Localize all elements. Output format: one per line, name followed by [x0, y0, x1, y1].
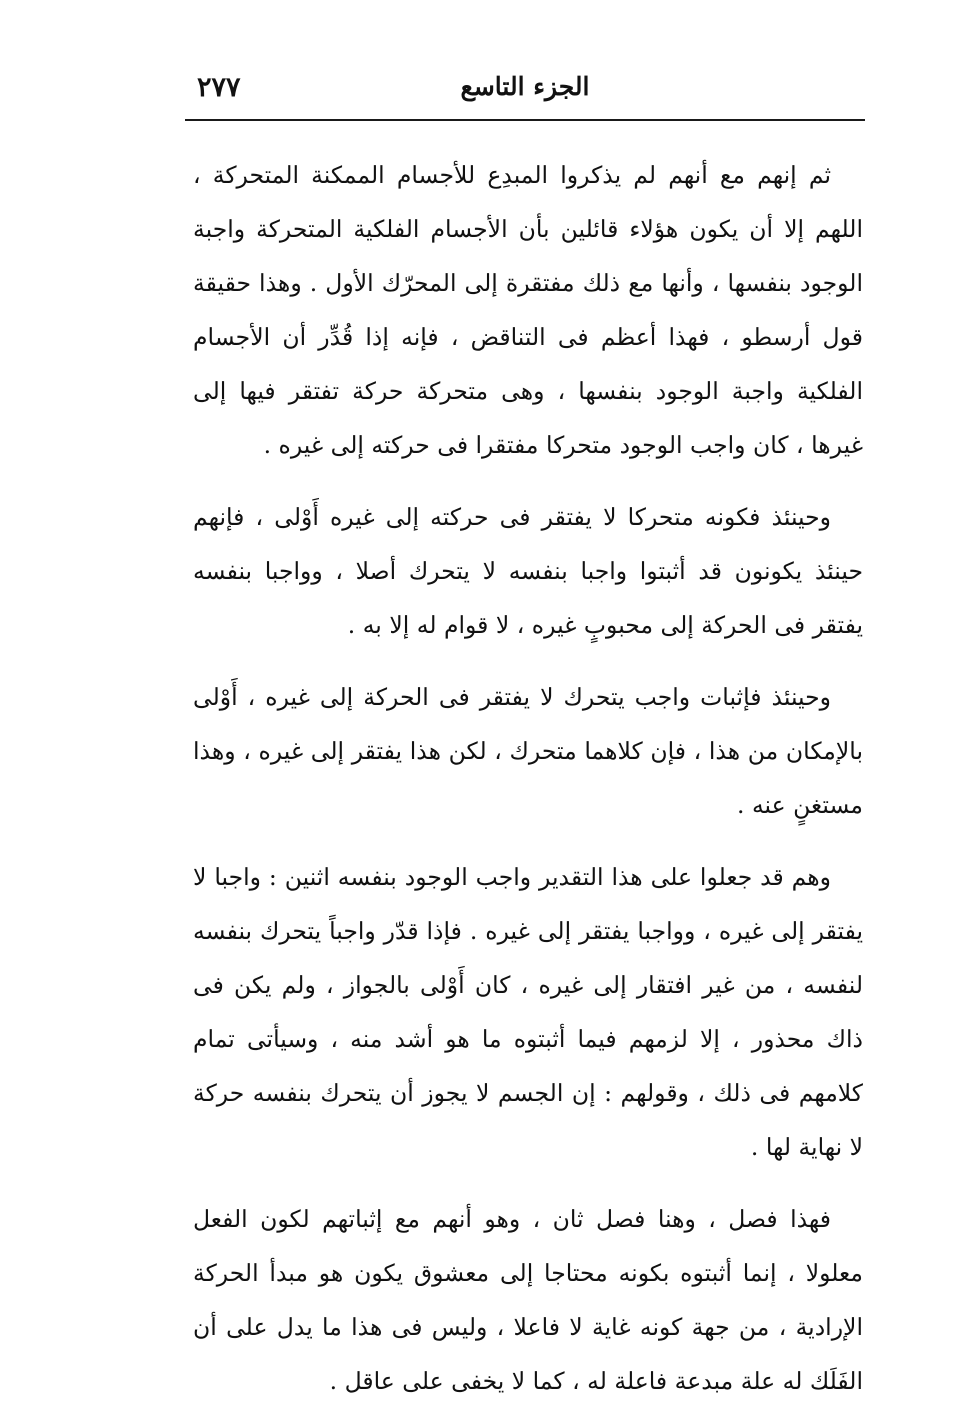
page-header — [185, 58, 865, 118]
page-number: ٢٧٧ — [197, 72, 241, 103]
running-title: الجزء التاسع — [460, 72, 590, 101]
paragraph: فهذا فصل ، وهنا فصل ثان ، وهو أنهم مع إثباتهم لكون الفعل معلولا ، إنما أثبتوه بكونه محتاجا إلى معشوق يكون هو مبدأ الحركة الإرادية ، من جهة كونه غاية لا فاعلا ، وليس فى هذا ما يدل على أن الفَلَك له علة مبدعة فاعلة له ، كما لا يخفى على عاقل . — [193, 1205, 863, 1395]
paragraph: وهم قد جعلوا على هذا التقدير واجب الوجود بنفسه اثنين : واجبا لا يفتقر إلى غيره ، وواجبا يفتقر إلى غيره . فإذا قدّر واجباً يتحرك بنفسه لنفسه ، من غير افتقار إلى غيره ، كان أَوْلى بالجواز ، ولم يكن فى ذاك محذور ، إلا لزمهم فيما أثبتوه ما هو أشد منه ، وسيأتى تمام كلامهم فى ذلك ، وقولهم : إن الجسم لا يجوز أن يتحرك بنفسه حركة لا نهاية لها . — [193, 863, 863, 1161]
paragraph: ثم إنهم مع أنهم لم يذكروا المبدِع للأجسام الممكنة المتحركة ، اللهم إلا أن يكون هؤلاء قائلين بأن الأجسام الفلكية المتحركة واجبة الوجود بنفسها ، وأنها مع ذلك مفتقرة إلى المحرّك الأول . وهذا حقيقة قول أرسطو ، فهذا أعظم فى التناقض ، فإنه إذا قُدِّر أن الأجسام الفلكية واجبة الوجود بنفسها ، وهى متحركة حركة تفتقر فيها إلى غيرها ، كان واجب الوجود متحركا مفتقرا فى حركته إلى غيره . — [193, 161, 863, 459]
header-rule — [185, 119, 865, 121]
paragraph: وحينئذ فكونه متحركا لا يفتقر فى حركته إلى غيره أَوْلى ، فإنهم حينئذ يكونون قد أثبتوا واجبا بنفسه لا يتحرك أصلا ، وواجبا بنفسه يفتقر فى الحركة إلى محبوبٍ غيره ، لا قوام له إلا به . — [193, 503, 863, 639]
body-text — [193, 148, 863, 1426]
paragraph: وحينئذ فإثبات واجب يتحرك لا يفتقر فى الحركة إلى غيره ، أَوْلى بالإمكان من هذا ، فإن كلاهما متحرك ، لكن هذا يفتقر إلى غيره ، وهذا مستغنٍ عنه . — [193, 683, 863, 819]
